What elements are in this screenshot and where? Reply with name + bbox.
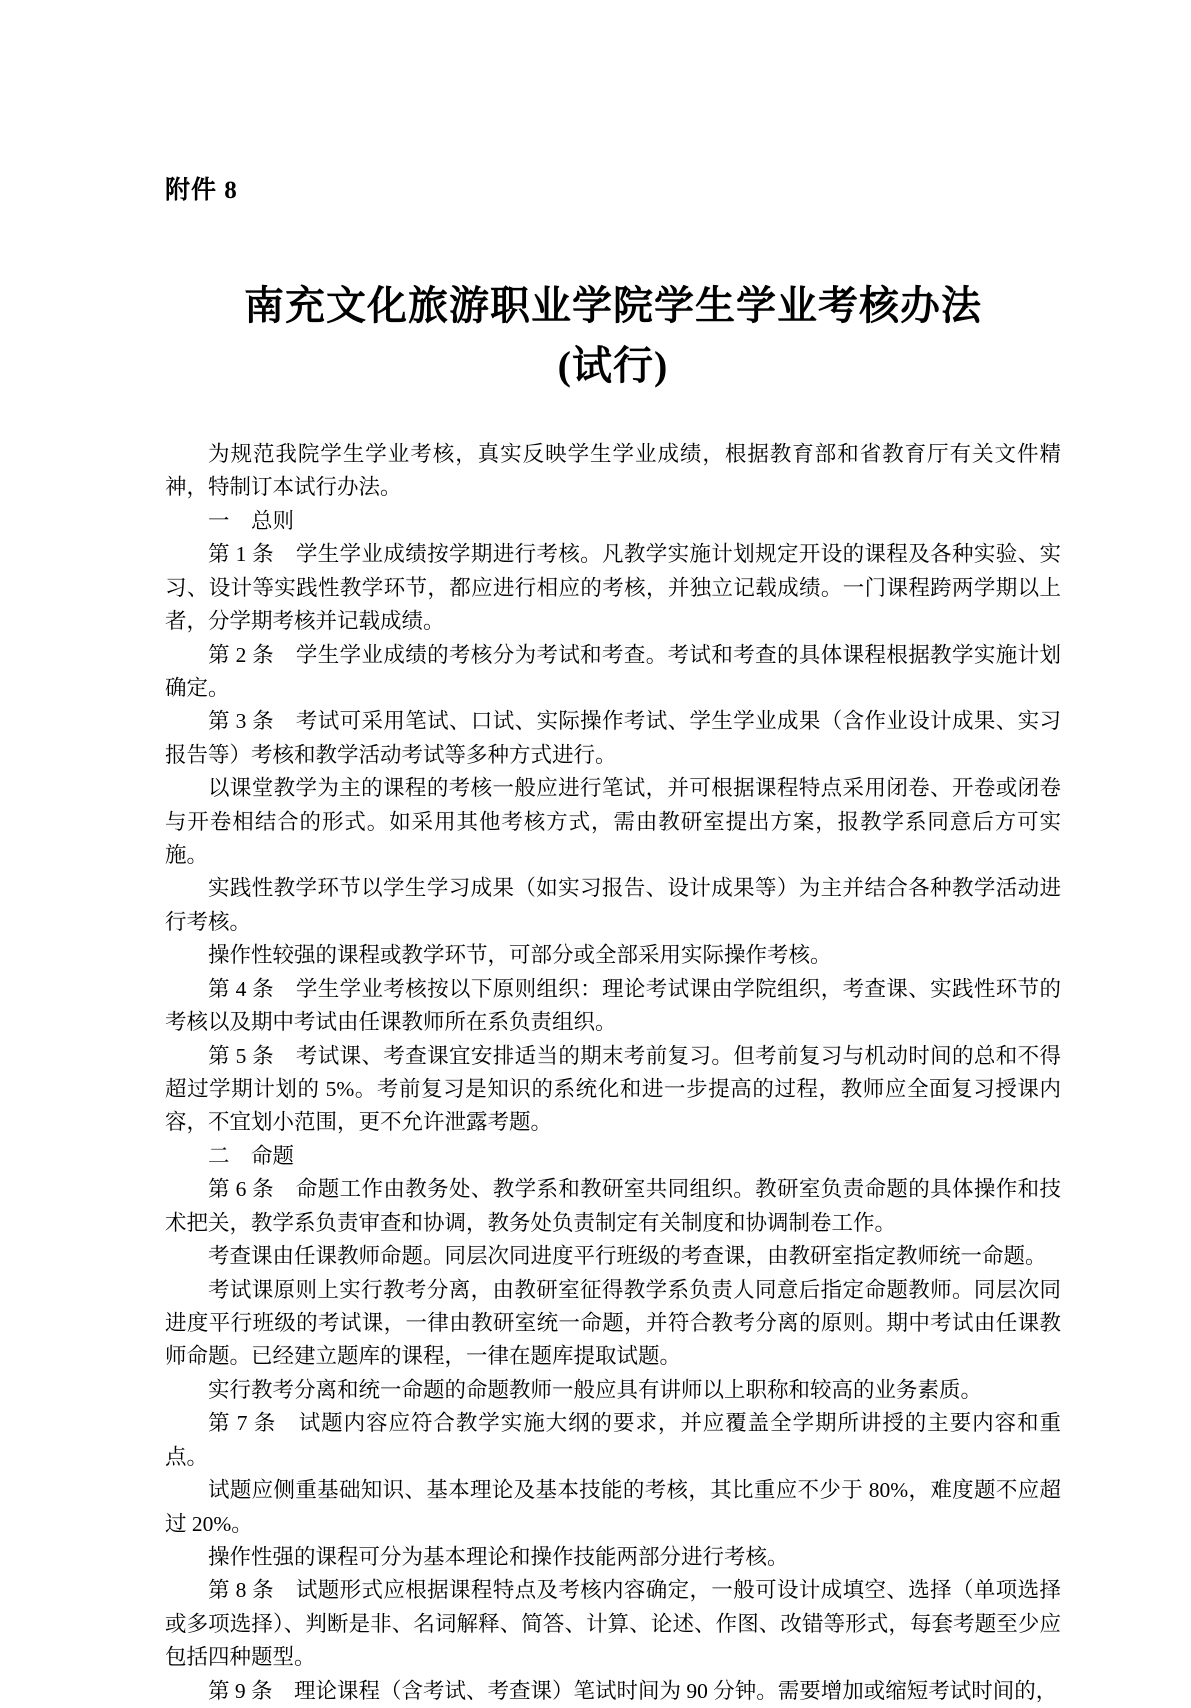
paragraph: 第 4 条 学生学业考核按以下原则组织：理论考试课由学院组织，考查课、实践性环节的考核以及期中考试由任课教师所在系负责组织。 xyxy=(165,976,1061,1035)
paragraph: 以课堂教学为主的课程的考核一般应进行笔试，并可根据课程特点采用闭卷、开卷或闭卷与开卷相结合的形式。如采用其他考核方式，需由教研室提出方案，报教学系同意后方可实施。 xyxy=(165,776,1061,868)
section-heading-general: 一 总则 xyxy=(208,508,295,533)
paragraph: 考试课原则上实行教考分离，由教研室征得教学系负责人同意后指定命题教师。同层次同进度平行班级的考试课，一律由教研室统一命题，并符合教考分离的原则。期中考试由任课教师命题。已经建立题库的课程，一律在题库提取试题。 xyxy=(165,1277,1061,1369)
paragraph: 实行教考分离和统一命题的命题教师一般应具有讲师以上职称和较高的业务素质。 xyxy=(208,1377,983,1402)
paragraph: 第 9 条 理论课程（含考试、考查课）笔试时间为 90 分钟。需要增加或缩短考试时间的， xyxy=(208,1678,1058,1703)
paragraph: 第 8 条 试题形式应根据课程特点及考核内容确定，一般可设计成填空、选择（单项选择或多项选择）、判断是非、名词解释、简答、计算、论述、作图、改错等形式，每套考题至少应包括四种题型。 xyxy=(165,1578,1061,1670)
page-title xyxy=(165,276,1061,396)
paragraph: 第 3 条 考试可采用笔试、口试、实际操作考试、学生学业成果（含作业设计成果、实习报告等）考核和教学活动考试等多种方式进行。 xyxy=(165,709,1061,767)
page-title-line1: 南充文化旅游职业学院学生学业考核办法 xyxy=(244,283,982,328)
page-title-line2: (试行) xyxy=(557,343,669,388)
paragraph: 实践性教学环节以学生学习成果（如实习报告、设计成果等）为主并结合各种教学活动进行考核。 xyxy=(165,876,1061,934)
paragraph: 第 2 条 学生学业成绩的考核分为考试和考查。考试和考查的具体课程根据教学实施计划确定。 xyxy=(165,642,1061,700)
paragraph: 第 5 条 考试课、考查课宜安排适当的期末考前复习。但考前复习与机动时间的总和不得超过学期计划的 5%。考前复习是知识的系统化和进一步提高的过程，教师应全面复习授课内容，不宜划小范围，更不允许泄露考题。 xyxy=(165,1043,1061,1135)
paragraph: 第 1 条 学生学业成绩按学期进行考核。凡教学实施计划规定开设的课程及各种实验、实习、设计等实践性教学环节，都应进行相应的考核，并独立记载成绩。一门课程跨两学期以上者，分学期考核并记载成绩。 xyxy=(165,542,1061,634)
paragraph: 第 7 条 试题内容应符合教学实施大纲的要求，并应覆盖全学期所讲授的主要内容和重点。 xyxy=(165,1411,1061,1469)
document-body xyxy=(165,438,1061,1708)
paragraph: 第 6 条 命题工作由教务处、教学系和教研室共同组织。教研室负责命题的具体操作和技术把关，教学系负责审查和协调，教务处负责制定有关制度和协调制卷工作。 xyxy=(165,1177,1061,1235)
paragraph: 试题应侧重基础知识、基本理论及基本技能的考核，其比重应不少于 80%，难度题不应超过 20%。 xyxy=(165,1478,1061,1536)
paragraph: 操作性强的课程可分为基本理论和操作技能两部分进行考核。 xyxy=(208,1544,789,1569)
paragraph: 操作性较强的课程或教学环节，可部分或全部采用实际操作考核。 xyxy=(208,943,832,968)
paragraph: 为规范我院学生学业考核，真实反映学生学业成绩，根据教育部和省教育厅有关文件精神，特制订本试行办法。 xyxy=(165,442,1061,500)
attachment-label: 附件 8 xyxy=(165,177,238,204)
paragraph: 考查课由任课教师命题。同层次同进度平行班级的考查课，由教研室指定教师统一命题。 xyxy=(208,1244,1047,1269)
section-heading-proposition: 二 命题 xyxy=(208,1143,295,1168)
